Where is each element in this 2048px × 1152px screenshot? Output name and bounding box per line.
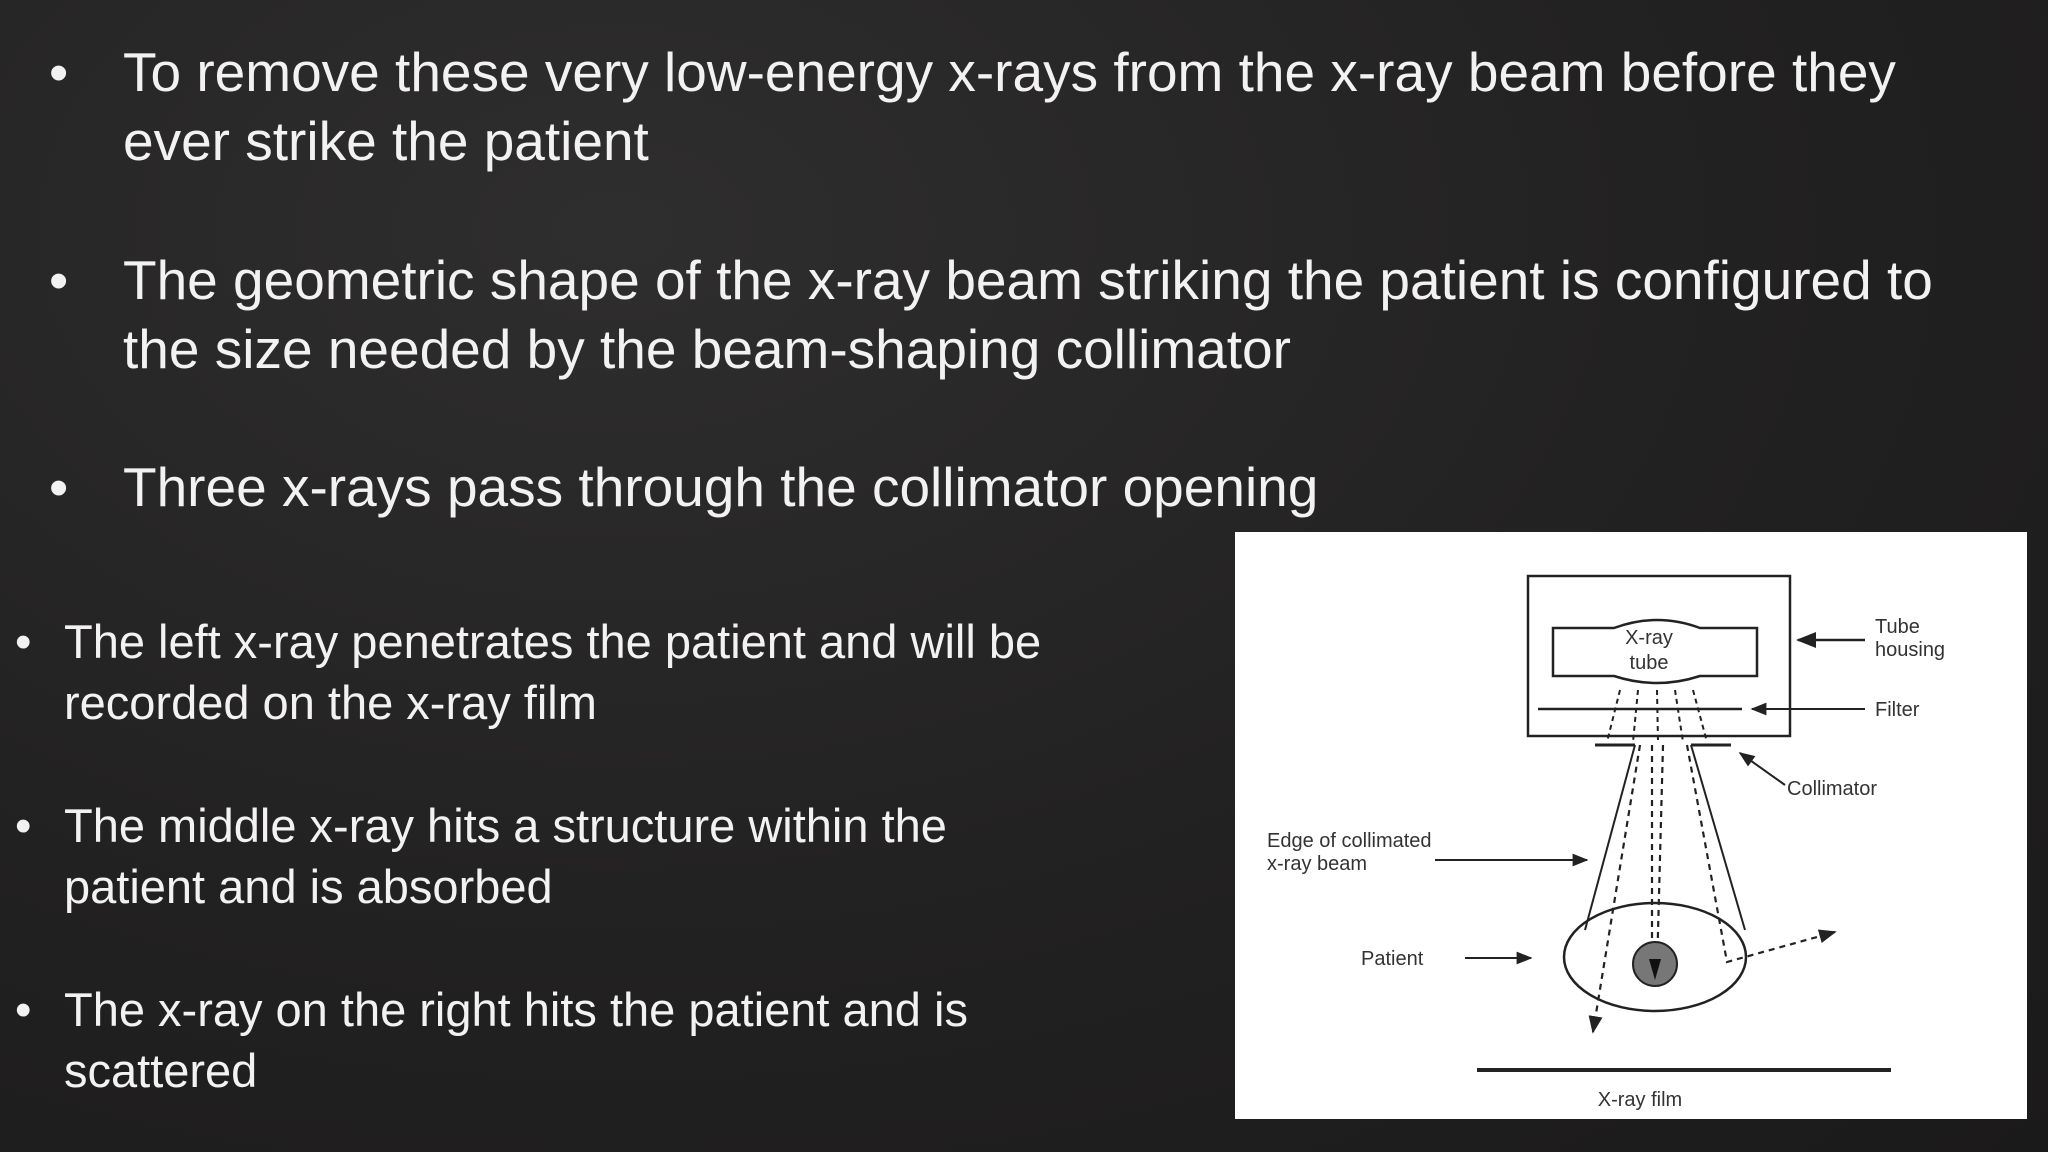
bullet-text: To remove these very low-energy x-rays from the x-ray beam before they ever strike the patient — [123, 41, 1896, 172]
bullet-text: The geometric shape of the x-ray beam striking the patient is configured to the size needed by the beam-shaping collimator — [123, 249, 1933, 380]
bullet-text: The middle x-ray hits a structure within the patient and is absorbed — [64, 799, 947, 913]
collimator-label: Collimator — [1787, 778, 1878, 800]
bullet-text: Three x-rays pass through the collimator opening — [123, 456, 1319, 518]
xray-tube-label-2: tube — [1629, 652, 1669, 674]
bullet-right-xray — [15, 979, 1095, 1101]
bullet-marker: • — [15, 615, 32, 668]
bullet-beam-shape — [49, 246, 2009, 384]
bullet-marker: • — [15, 983, 32, 1036]
bullet-marker: • — [49, 41, 69, 103]
bullet-middle-xray — [15, 795, 1065, 917]
tube-housing-label: Tube — [1875, 616, 1920, 638]
bullet-remove-low-energy — [49, 38, 2009, 176]
bullet-text: The x-ray on the right hits the patient and is scattered — [64, 983, 968, 1097]
patient-label: Patient — [1361, 948, 1424, 970]
beam-edge-right — [1691, 745, 1745, 930]
ray-left-penetrates — [1593, 745, 1640, 1032]
collimator-arrow — [1740, 753, 1785, 785]
bullet-left-xray — [15, 611, 1145, 733]
diagram-svg — [1235, 532, 2027, 1119]
xray-tube-label: X-ray — [1625, 627, 1673, 649]
xray-film-label: X-ray film — [1597, 1089, 1683, 1111]
bullet-three-xrays — [49, 453, 2009, 522]
bullet-marker: • — [15, 799, 32, 852]
bullet-marker: • — [49, 249, 69, 311]
beam-edge-label: Edge of collimated — [1267, 830, 1432, 852]
beam-edge-left — [1585, 745, 1635, 930]
inner-rays — [1607, 690, 1707, 742]
xray-beam-diagram — [1235, 532, 2027, 1119]
ray-middle-2 — [1657, 745, 1663, 970]
bullet-marker: • — [49, 456, 69, 518]
beam-edge-label-2: x-ray beam — [1267, 853, 1368, 875]
bullet-text: The left x-ray penetrates the patient and will be recorded on the x-ray film — [64, 615, 1042, 729]
filter-label: Filter — [1875, 699, 1920, 721]
tube-housing-label-2: housing — [1875, 639, 1946, 661]
